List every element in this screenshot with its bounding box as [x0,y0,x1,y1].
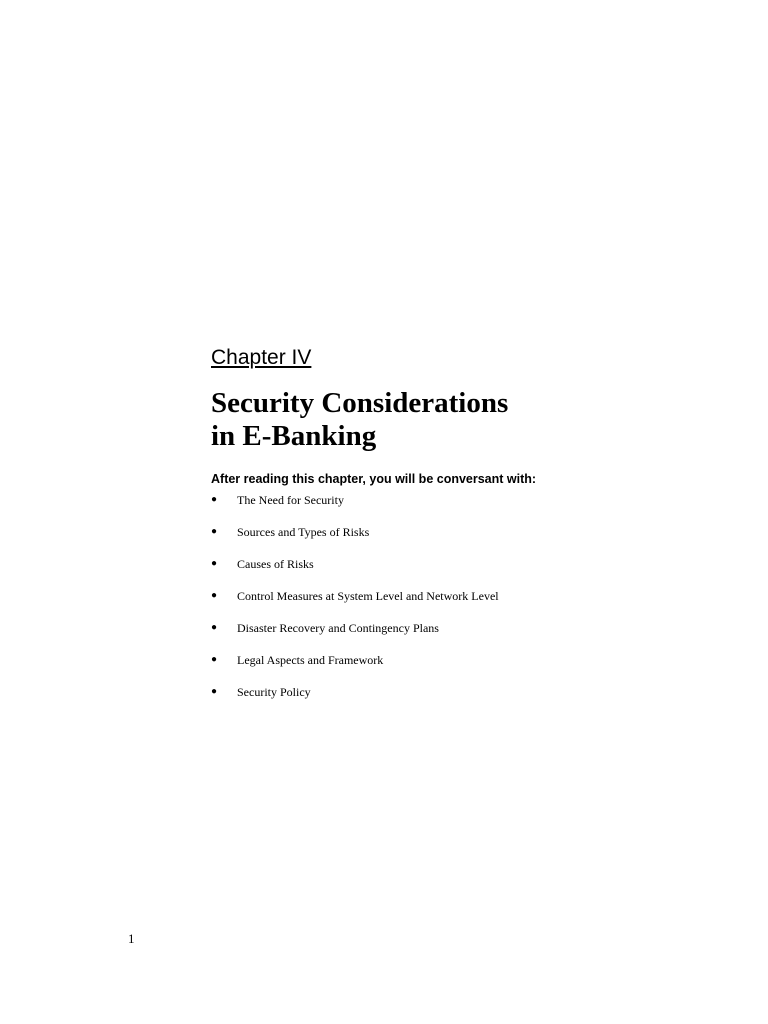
learning-objectives-intro: After reading this chapter, you will be conversant with: [211,472,537,486]
objective-text: Sources and Types of Risks [237,525,370,539]
bullet-icon: ● [211,622,218,633]
objective-text: Causes of Risks [237,557,314,571]
objective-text: Disaster Recovery and Contingency Plans [237,621,439,635]
chapter-title-line-1: Security Considerations [211,387,509,419]
objective-text: The Need for Security [237,493,344,507]
chapter-label: Chapter IV [211,346,312,369]
bullet-icon: ● [211,686,218,697]
bullet-icon: ● [211,494,218,505]
bullet-icon: ● [211,590,218,601]
chapter-title-line-2: in E-Banking [211,420,377,452]
objective-text: Legal Aspects and Framework [237,653,384,667]
bullet-icon: ● [211,526,218,537]
bullet-icon: ● [211,558,218,569]
bullet-icon: ● [211,654,218,665]
objective-text: Security Policy [237,685,311,699]
chapter-title [211,387,631,453]
objective-text: Control Measures at System Level and Network Level [237,589,499,603]
page-number: 1 [128,931,135,946]
